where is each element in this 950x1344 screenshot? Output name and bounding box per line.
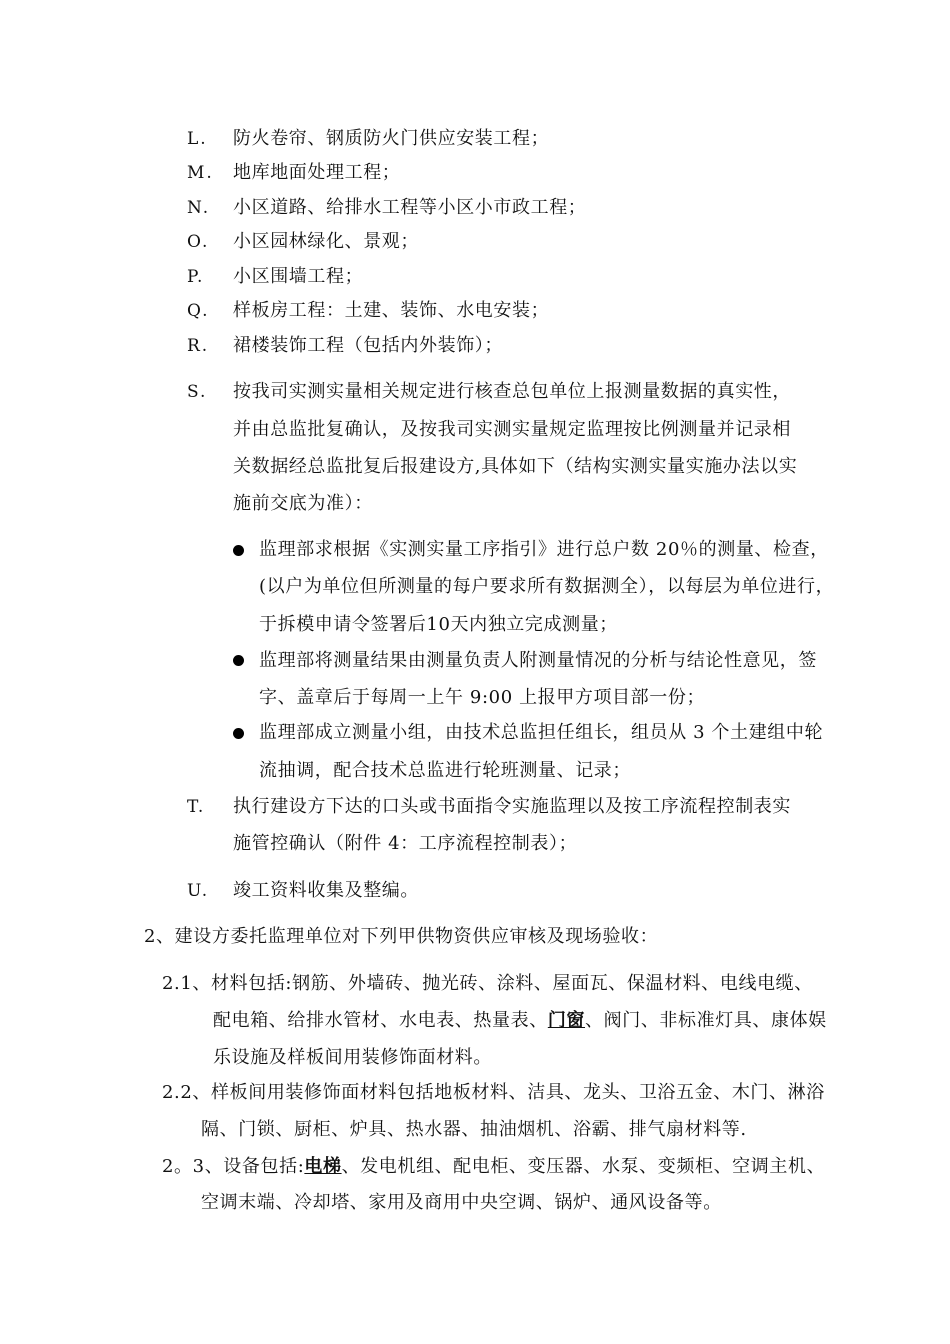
list-item-o: 小区园林绿化、景观； [233, 231, 419, 252]
list-item-s-line-2: 并由总监批复确认，及按我司实测实量规定监理按比例测量并记录相 [233, 419, 791, 440]
underlined-term: 电梯 [304, 1156, 342, 1177]
list-item-s-line-4: 施前交底为准）： [233, 493, 373, 514]
bullet-1-line-3: 于拆模申请令签署后10天内独立完成测量； [259, 614, 618, 635]
list-marker-n: N. [187, 198, 211, 218]
list-item-t-line-2: 施管控确认（附件 4：工序流程控制表）； [233, 833, 578, 854]
bullet-1-line-1: 监理部求根据《实测实量工序指引》进行总户数 20％的测量、检查， [259, 539, 829, 560]
list-item-s-line-3: 关数据经总监批复后报建设方,具体如下（结构实测实量实施办法以实 [233, 456, 798, 477]
list-item-r: 裙楼装饰工程（包括内外装饰）； [233, 335, 503, 356]
list-marker-u: U. [187, 881, 210, 901]
section-2-2-line-2: 隔、门锁、厨柜、炉具、热水器、抽油烟机、浴霸、排气扇材料等. [201, 1119, 747, 1140]
bullet-3-line-1: 监理部成立测量小组，由技术总监担任组长，组员从 3 个土建组中轮 [259, 722, 824, 743]
section-2-heading: 2、建设方委托监理单位对下列甲供物资供应审核及现场验收： [144, 926, 659, 947]
list-item-t-line-1: 执行建设方下达的口头或书面指令实施监理以及按工序流程控制表实 [233, 796, 791, 817]
list-item-l: 防火卷帘、钢质防火门供应安装工程； [233, 128, 550, 149]
list-marker-l: L. [187, 129, 208, 149]
bullet-1-line-2: (以户为单位但所测量的每户要求所有数据测全），以每层为单位进行， [259, 576, 835, 597]
list-marker-p: P. [187, 267, 205, 287]
bullet-dot-icon [233, 655, 244, 666]
list-marker-s: S. [187, 382, 208, 402]
bullet-2-line-1: 监理部将测量结果由测量负责人附测量情况的分析与结论性意见，签 [259, 650, 817, 671]
list-marker-m: M. [187, 163, 214, 183]
bullet-dot-icon [233, 728, 244, 739]
list-item-n: 小区道路、给排水工程等小区小市政工程； [233, 197, 587, 218]
section-2-1-line-1: 2.1、材料包括:钢筋、外墙砖、抛光砖、涂料、屋面瓦、保温材料、电线电缆、 [162, 973, 813, 994]
section-2-3-line-1: 2。3、设备包括:电梯、发电机组、配电柜、变压器、水泵、变频柜、空调主机、 [162, 1156, 826, 1177]
section-2-1-line-2: 配电箱、给排水管材、水电表、热量表、门窗、阀门、非标准灯具、康体娱 [213, 1010, 827, 1031]
list-marker-o: O. [187, 232, 210, 252]
list-item-s-line-1: 按我司实测实量相关规定进行核查总包单位上报测量数据的真实性， [233, 381, 791, 402]
section-2-1-line-3: 乐设施及样板间用装修饰面材料。 [213, 1047, 492, 1068]
list-item-q: 样板房工程：土建、装饰、水电安装； [233, 300, 550, 321]
underlined-term: 门窗 [547, 1010, 586, 1031]
list-marker-q: Q. [187, 301, 210, 321]
list-marker-r: R. [187, 336, 210, 356]
bullet-3-line-2: 流抽调，配合技术总监进行轮班测量、记录； [259, 760, 631, 781]
bullet-dot-icon [233, 545, 244, 556]
section-2-3-line-2: 空调末端、冷却塔、家用及商用中央空调、锅炉、通风设备等。 [201, 1192, 722, 1213]
list-item-m: 地库地面处理工程； [233, 162, 401, 183]
list-item-p: 小区围墙工程； [233, 266, 364, 287]
list-item-u: 竣工资料收集及整编。 [233, 880, 419, 901]
list-marker-t: T. [187, 797, 206, 817]
bullet-2-line-2: 字、盖章后于每周一上午 9:00 上报甲方项目部一份； [259, 687, 706, 708]
section-2-2-line-1: 2.2、样板间用装修饰面材料包括地板材料、洁具、龙头、卫浴五金、木门、淋浴 [162, 1082, 825, 1103]
